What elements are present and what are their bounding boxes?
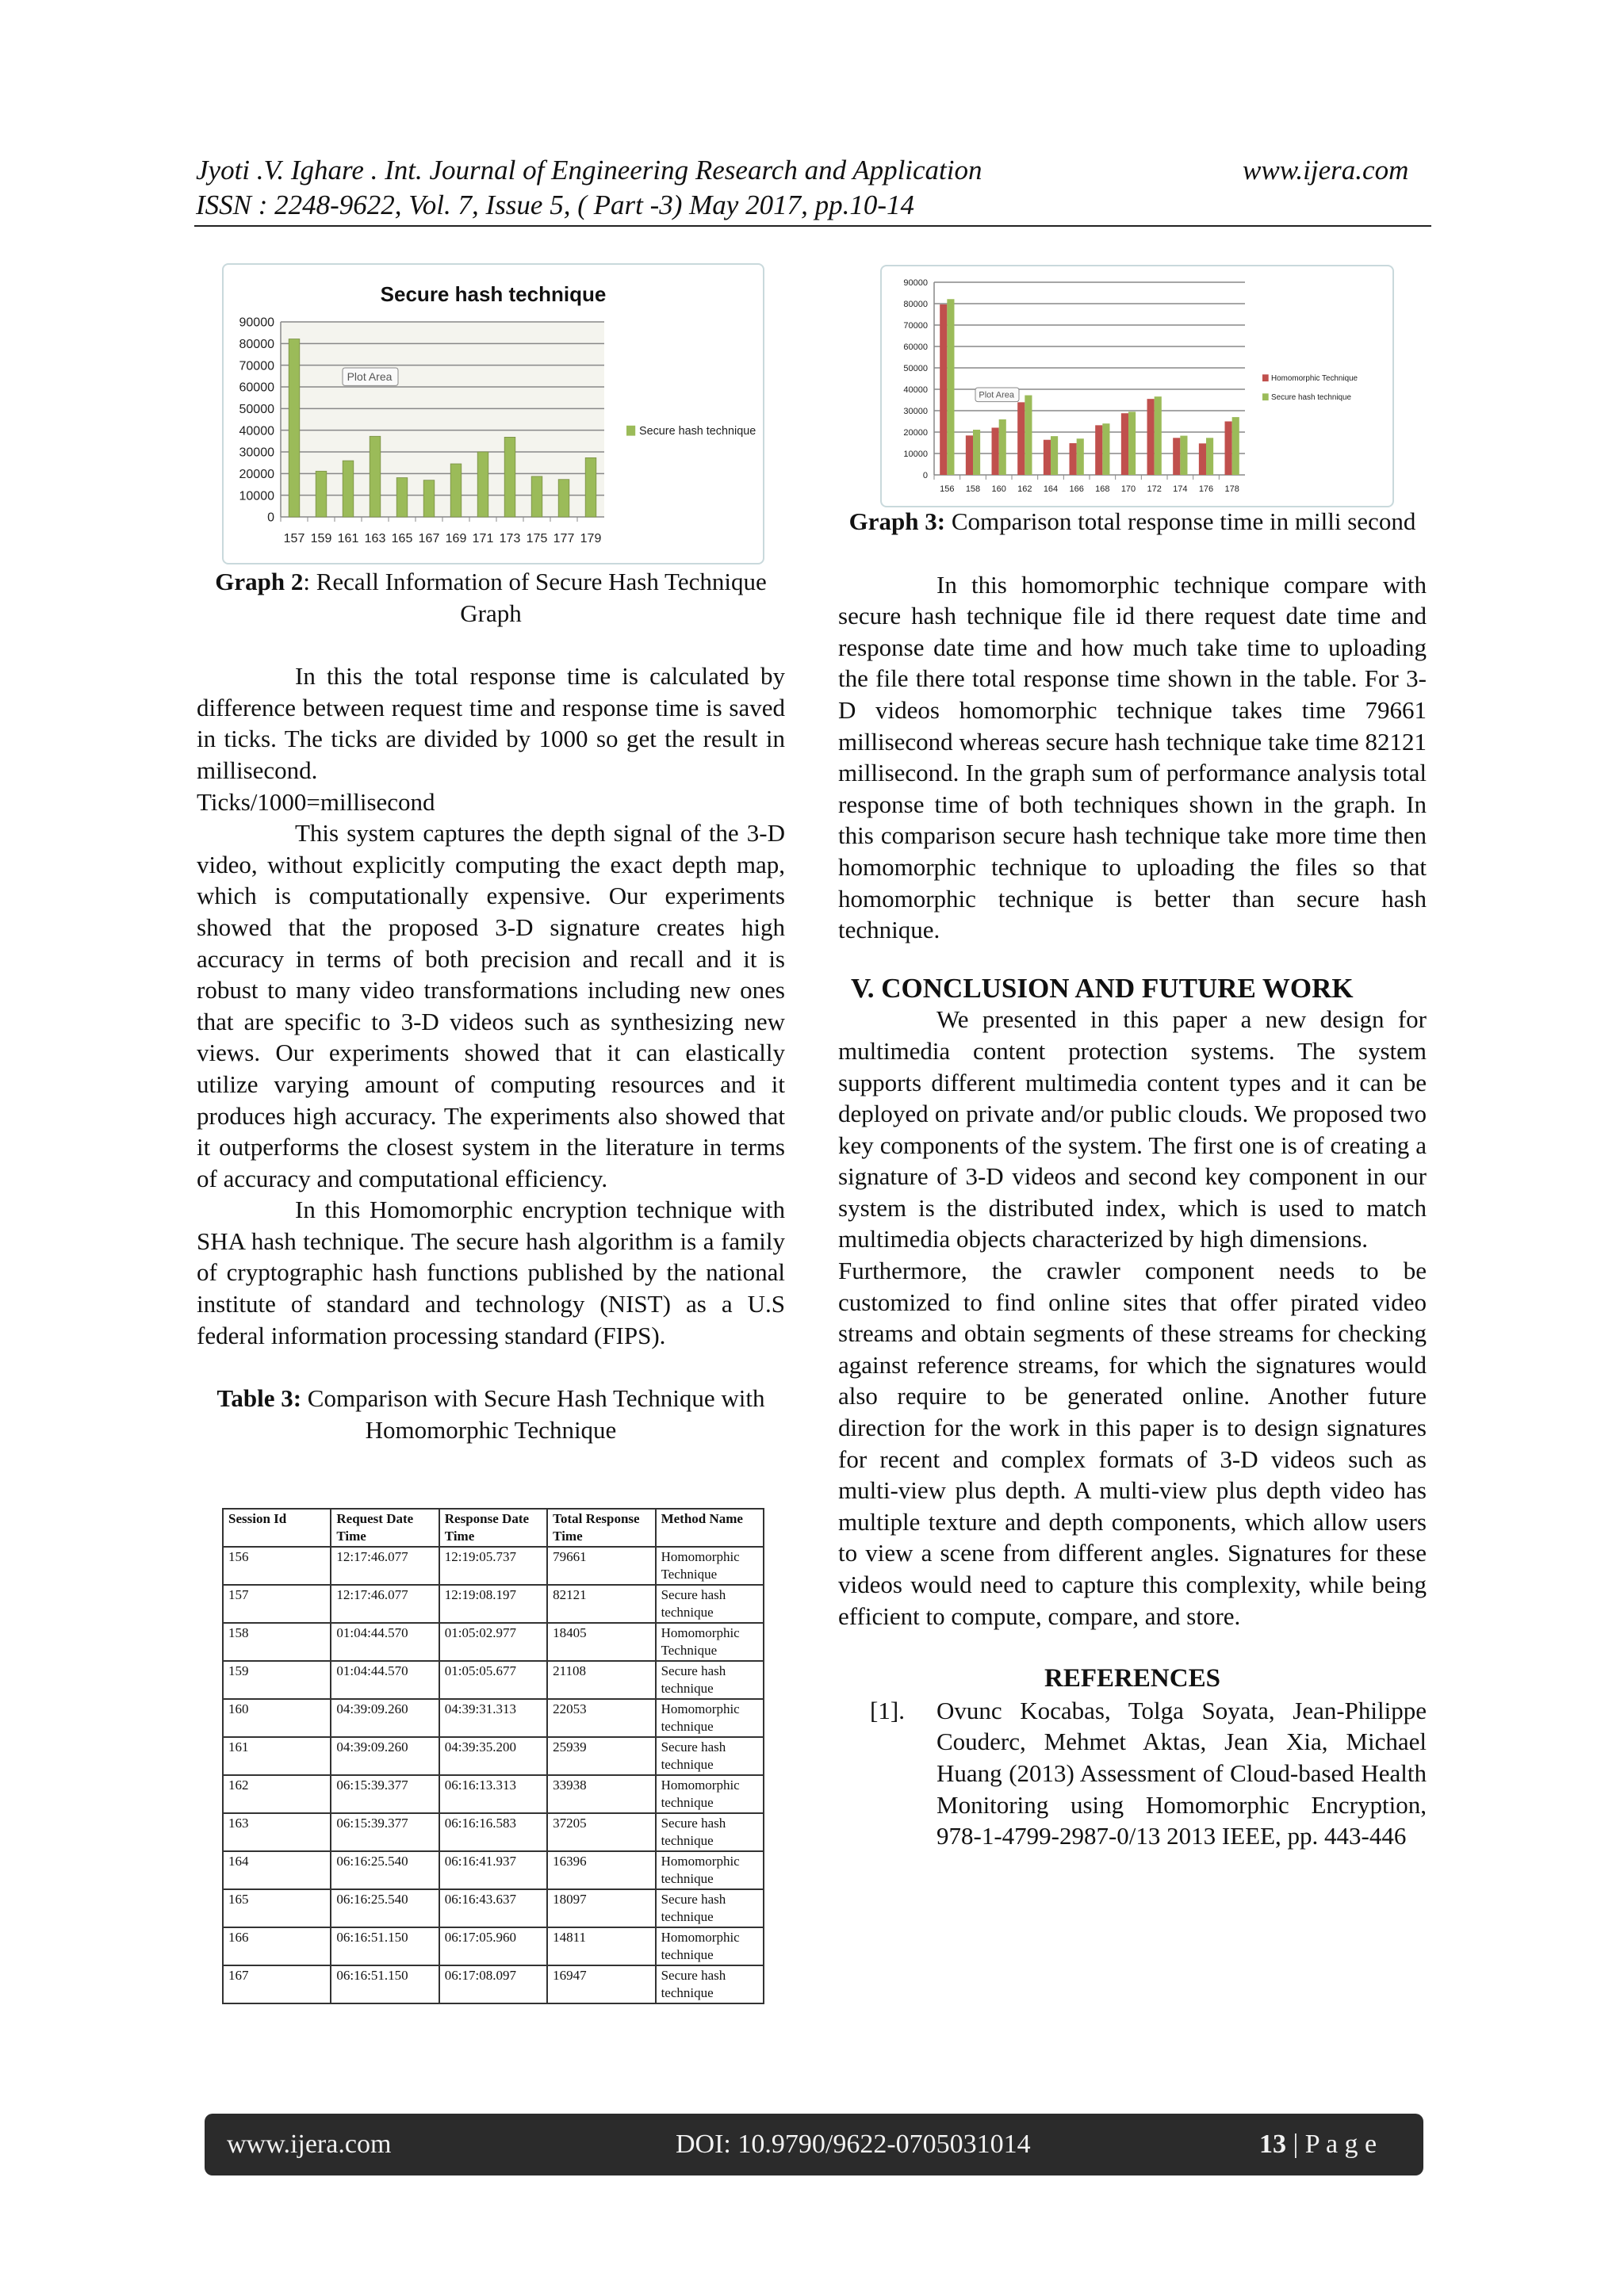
bar — [504, 437, 515, 517]
x-tick-label: 167 — [418, 532, 440, 545]
table-cell: 06:15:39.377 — [331, 1813, 439, 1851]
y-tick-label: 0 — [267, 511, 274, 525]
x-tick-label: 178 — [1224, 484, 1239, 494]
bar — [966, 435, 973, 475]
bar — [1044, 440, 1051, 475]
table-cell: 18097 — [547, 1889, 655, 1927]
bar — [973, 430, 980, 475]
paragraph: Ticks/1000=millisecond — [197, 787, 435, 816]
running-header-journal: Jyoti .V. Ighare . Int. Journal of Engineering Research and Application — [196, 155, 982, 186]
bar — [999, 419, 1006, 475]
table-cell: 06:16:25.540 — [331, 1851, 439, 1889]
table-cell: 04:39:35.200 — [439, 1737, 547, 1775]
y-tick-label: 0 — [922, 470, 928, 480]
bar — [1070, 443, 1077, 475]
table-header-row — [223, 1509, 764, 1547]
table-row — [223, 1737, 764, 1775]
table-cell: 82121 — [547, 1585, 655, 1623]
graph-2-chart — [222, 263, 764, 564]
table-cell: 157 — [223, 1585, 331, 1623]
table-cell: Homomorphic technique — [656, 1927, 764, 1965]
bar — [558, 480, 569, 517]
x-tick-label: 176 — [1198, 484, 1214, 494]
table-cell: 22053 — [547, 1699, 655, 1737]
bar — [947, 299, 954, 475]
bar — [1121, 413, 1128, 475]
y-tick-label: 20000 — [903, 427, 928, 438]
legend-swatch — [626, 426, 635, 436]
y-tick-label: 30000 — [903, 406, 928, 416]
table-cell: 33938 — [547, 1775, 655, 1813]
table-cell: 16396 — [547, 1851, 655, 1889]
plot-area-tooltip-text: Plot Area — [347, 370, 393, 384]
y-tick-label: 60000 — [239, 381, 274, 395]
y-tick-label: 10000 — [239, 489, 274, 503]
table-cell: 01:04:44.570 — [331, 1661, 439, 1699]
bar — [316, 471, 327, 517]
reference-number: [1]. — [870, 1696, 905, 1724]
table-cell: 37205 — [547, 1813, 655, 1851]
table-cell: 161 — [223, 1737, 331, 1775]
bar — [1173, 438, 1180, 475]
table-cell: Secure hash technique — [656, 1813, 764, 1851]
footer-doi: DOI: 10.9790/9622-0705031014 — [676, 2130, 1031, 2159]
running-header-site: www.ijera.com — [1243, 155, 1409, 186]
graph-3-caption — [838, 506, 1427, 538]
bar — [1128, 411, 1136, 475]
paragraph: In this the total response time is calculated by difference between request time and response time is saved in ticks. The ticks are divided by 1000 so get the result in millisecond. — [197, 662, 785, 784]
table-cell: Secure hash technique — [656, 1889, 764, 1927]
bar — [1147, 399, 1155, 475]
y-tick-label: 40000 — [239, 424, 274, 438]
table-cell: 16947 — [547, 1965, 655, 2003]
bar — [396, 478, 408, 517]
graph-3-chart — [880, 265, 1394, 507]
table-3-caption-text: Comparison with Secure Hash Technique with Homomorphic Technique — [301, 1384, 765, 1444]
paragraph: We presented in this paper a new design for multimedia content protection systems. The system supports different multimedia content types and it can be deployed on private and/or public clouds. We proposed two key components of the system. The first one is of creating a signature of 3-D videos and second key component in our system is the distributed index, which is used to match multimedia objects characterized by high dimensions. — [838, 1005, 1427, 1253]
table-cell: 21108 — [547, 1661, 655, 1699]
x-tick-label: 161 — [337, 532, 359, 545]
bar — [1155, 396, 1162, 475]
table-cell: 14811 — [547, 1927, 655, 1965]
table-cell: 159 — [223, 1661, 331, 1699]
x-tick-label: 169 — [445, 532, 467, 545]
x-tick-label: 160 — [991, 484, 1006, 494]
bar — [1095, 425, 1102, 475]
bar — [1206, 438, 1213, 475]
table-cell: Secure hash technique — [656, 1965, 764, 2003]
table-cell: 04:39:31.313 — [439, 1699, 547, 1737]
table-cell: 06:15:39.377 — [331, 1775, 439, 1813]
graph-3-svg — [882, 266, 1392, 506]
y-tick-label: 80000 — [239, 337, 274, 351]
column-header: Method Name — [656, 1509, 764, 1547]
y-tick-label: 10000 — [903, 449, 928, 459]
footer-site: www.ijera.com — [227, 2130, 392, 2159]
x-tick-label: 156 — [940, 484, 955, 494]
column-header: Session Id — [223, 1509, 331, 1547]
bar — [423, 480, 435, 517]
table-row — [223, 1965, 764, 2003]
running-header-issn: ISSN : 2248-9622, Vol. 7, Issue 5, ( Part -3) May 2017, pp.10-14 — [196, 189, 915, 220]
paragraph: In this homomorphic technique compare with secure hash technique file id there request date time and response date time and how much take time to uploading the file there total response time shown in the table. For 3-D videos homomorphic technique takes time 79661 millisecond whereas secure hash technique take time 82121 millisecond. In the graph sum of performance analysis total response time of both techniques shown in the graph. In this comparison secure hash technique take more time then homomorphic technique to uploading the files so that homomorphic technique is better than secure hash technique. — [838, 570, 1427, 944]
table-cell: 06:16:41.937 — [439, 1851, 547, 1889]
table-cell: 160 — [223, 1699, 331, 1737]
y-tick-label: 60000 — [903, 342, 928, 352]
right-column — [838, 506, 1427, 1852]
table-row — [223, 1775, 764, 1813]
x-tick-label: 177 — [553, 532, 575, 545]
table-row — [223, 1889, 764, 1927]
x-tick-label: 171 — [472, 532, 494, 545]
graph-3-caption-text: Comparison total response time in milli second — [945, 507, 1416, 535]
table-cell: Secure hash technique — [656, 1737, 764, 1775]
table-cell: 12:19:05.737 — [439, 1547, 547, 1585]
table-cell: Secure hash technique — [656, 1661, 764, 1699]
table-cell: 12:17:46.077 — [331, 1547, 439, 1585]
table-cell: 166 — [223, 1927, 331, 1965]
y-tick-label: 70000 — [239, 359, 274, 373]
footer-page — [1259, 2130, 1377, 2160]
column-header: Total Response Time — [547, 1509, 655, 1547]
bar — [477, 452, 488, 517]
left-column — [197, 566, 785, 1445]
table-cell: Secure hash technique — [656, 1585, 764, 1623]
x-tick-label: 170 — [1120, 484, 1136, 494]
table-3-label: Table 3: — [216, 1384, 302, 1413]
references-heading: REFERENCES — [1044, 1664, 1220, 1693]
paragraph: This system captures the depth signal of the 3-D video, without explicitly computing the exact depth map, which is computationally expensive. Our experiments showed that the proposed 3-D signature creates high accuracy in terms of both precision and recall and it is robust to many video transformations including new ones that are specific to 3-D videos such as synthesizing new views. Our experiments showed that it can elastically utilize varying amount of computing resources and it produces high accuracy. The experiments also showed that it outperforms the closest system in the literature in terms of accuracy and computational efficiency. — [197, 819, 785, 1192]
plot-area — [934, 282, 1245, 475]
table-cell: 163 — [223, 1813, 331, 1851]
table-cell: 18405 — [547, 1623, 655, 1661]
bar — [940, 304, 947, 475]
table-cell: 06:16:51.150 — [331, 1965, 439, 2003]
x-tick-label: 159 — [310, 532, 332, 545]
bar — [450, 464, 462, 517]
table-cell: 164 — [223, 1851, 331, 1889]
reference-text: Ovunc Kocabas, Tolga Soyata, Jean-Philippe Couderc, Mehmet Aktas, Jean Xia, Michael Huang (2013) Assessment of Cloud-based Health Monitoring using Homomorphic Encryption, 978-1-4799-2987-0/13 2013 IEEE, pp. 443-446 — [936, 1696, 1427, 1850]
table-3-caption — [197, 1383, 785, 1445]
bar — [1102, 423, 1109, 475]
legend-swatch — [1262, 393, 1269, 400]
bar — [1017, 402, 1025, 475]
page-footer — [205, 2114, 1423, 2175]
y-tick-label: 50000 — [903, 363, 928, 373]
table-row — [223, 1547, 764, 1585]
bar — [1199, 443, 1206, 475]
table-row — [223, 1661, 764, 1699]
table-cell: 156 — [223, 1547, 331, 1585]
table-cell: 162 — [223, 1775, 331, 1813]
table-cell: 06:17:08.097 — [439, 1965, 547, 2003]
table-cell: 06:16:13.313 — [439, 1775, 547, 1813]
y-tick-label: 50000 — [239, 402, 274, 416]
table-row — [223, 1813, 764, 1851]
table-cell: 01:04:44.570 — [331, 1623, 439, 1661]
page-number: 13 — [1259, 2130, 1286, 2159]
x-tick-label: 168 — [1095, 484, 1110, 494]
table-cell: 06:17:05.960 — [439, 1927, 547, 1965]
table-cell: 01:05:02.977 — [439, 1623, 547, 1661]
bar — [585, 457, 596, 517]
x-tick-label: 172 — [1147, 484, 1162, 494]
table-cell: Homomorphic technique — [656, 1699, 764, 1737]
y-tick-label: 80000 — [903, 299, 928, 309]
x-tick-label: 174 — [1173, 484, 1188, 494]
table-row — [223, 1623, 764, 1661]
bar — [1232, 417, 1239, 475]
table-row — [223, 1927, 764, 1965]
table-row — [223, 1699, 764, 1737]
table-cell: 01:05:05.677 — [439, 1661, 547, 1699]
y-tick-label: 70000 — [903, 320, 928, 331]
graph-2-label: Graph 2 — [215, 568, 304, 595]
paragraph: Furthermore, the crawler component needs to be customized to find online sites that offer pirated video streams and obtain segments of these streams for checking against reference streams, for which the signatures would also require to be generated online. Another future direction for the work in this paper is to design signatures for recent and complex formats of 3-D videos such as multi-view plus depth. A multi-view plus depth video has multiple texture and depth components, which allow users to view a scene from different angles. Signatures for these videos would need to capture this complexity, while being efficient to compute, compare, and store. — [838, 1257, 1427, 1630]
table-3 — [222, 1508, 764, 2004]
bar — [289, 339, 300, 517]
x-tick-label: 157 — [283, 532, 305, 545]
header-rule — [194, 225, 1431, 227]
table-cell: 165 — [223, 1889, 331, 1927]
y-tick-label: 20000 — [239, 467, 274, 481]
x-tick-label: 158 — [965, 484, 981, 494]
legend-label: Homomorphic Technique — [1271, 374, 1358, 383]
graph-2-caption-text: : Recall Information of Secure Hash Technique Graph — [303, 568, 767, 627]
x-tick-label: 162 — [1017, 484, 1032, 494]
chart-title: Secure hash technique — [380, 282, 607, 306]
table-cell: 79661 — [547, 1547, 655, 1585]
graph-2-svg — [224, 265, 763, 563]
section-heading: V. CONCLUSION AND FUTURE WORK — [851, 972, 1354, 1004]
table-cell: 06:16:43.637 — [439, 1889, 547, 1927]
paragraph: In this Homomorphic encryption technique with SHA hash technique. The secure hash algorithm is a family of cryptographic hash functions published by the national institute of standard and technology (NIST) as a U.S federal information processing standard (FIPS). — [197, 1196, 785, 1349]
y-tick-label: 30000 — [239, 446, 274, 460]
bar — [531, 476, 542, 517]
x-tick-label: 166 — [1069, 484, 1084, 494]
bar — [1225, 422, 1232, 476]
x-tick-label: 173 — [499, 532, 521, 545]
bar — [1077, 438, 1084, 475]
x-tick-label: 164 — [1043, 484, 1059, 494]
table-cell: 04:39:09.260 — [331, 1737, 439, 1775]
plot-area-tooltip-text: Plot Area — [979, 390, 1015, 400]
legend-label: Secure hash technique — [1271, 393, 1352, 402]
bar — [370, 436, 381, 517]
x-tick-label: 165 — [391, 532, 413, 545]
table-cell: 12:19:08.197 — [439, 1585, 547, 1623]
x-tick-label: 163 — [364, 532, 386, 545]
table-cell: 06:16:25.540 — [331, 1889, 439, 1927]
x-tick-label: 179 — [580, 532, 602, 545]
legend-swatch — [1262, 374, 1269, 381]
bar — [1051, 436, 1058, 475]
x-tick-label: 175 — [526, 532, 548, 545]
table-cell: 04:39:09.260 — [331, 1699, 439, 1737]
bar — [1025, 396, 1032, 475]
bar — [992, 427, 999, 475]
y-tick-label: 40000 — [903, 385, 928, 395]
table-cell: 158 — [223, 1623, 331, 1661]
y-tick-label: 90000 — [903, 277, 928, 288]
reference-item — [838, 1695, 1427, 1852]
y-tick-label: 90000 — [239, 316, 274, 330]
graph-3-label: Graph 3: — [848, 507, 946, 535]
column-header: Response Date Time — [439, 1509, 547, 1547]
table-cell: Homomorphic Technique — [656, 1623, 764, 1661]
column-header: Request Date Time — [331, 1509, 439, 1547]
bar — [1180, 436, 1187, 475]
table-row — [223, 1585, 764, 1623]
table-cell: Homomorphic technique — [656, 1851, 764, 1889]
table-cell: Homomorphic technique — [656, 1775, 764, 1813]
table-cell: 12:17:46.077 — [331, 1585, 439, 1623]
table-cell: 06:16:51.150 — [331, 1927, 439, 1965]
page-label: | P a g e — [1286, 2130, 1377, 2159]
table-cell: 25939 — [547, 1737, 655, 1775]
table-cell: 167 — [223, 1965, 331, 2003]
table-row — [223, 1851, 764, 1889]
plot-area — [281, 322, 604, 517]
graph-2-caption — [197, 566, 785, 629]
table-cell: 06:16:16.583 — [439, 1813, 547, 1851]
bar — [343, 461, 354, 517]
legend-label: Secure hash technique — [639, 425, 756, 438]
table-cell: Homomorphic Technique — [656, 1547, 764, 1585]
